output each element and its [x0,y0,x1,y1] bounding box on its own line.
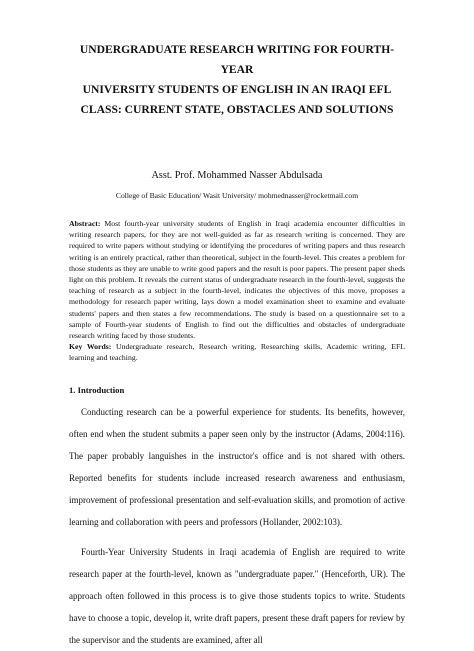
keywords-label: Key Words: [69,342,112,352]
author-affiliation: College of Basic Education/ Wasit University/ mohmednasser@rocketmail.com [115,191,359,200]
paper-title [69,0,405,120]
abstract-label: Abstract: [69,219,101,228]
title-line-2: UNIVERSITY STUDENTS OF ENGLISH IN AN IRAQI EFL [82,83,392,96]
abstract [69,218,405,341]
author-name: Asst. Prof. Mohammed Nasser Abdulsada [151,170,323,181]
title-line-3: CLASS: CURRENT STATE, OBSTACLES AND SOLUTIONS [80,103,394,116]
body-paragraph: Conducting research can be a powerful experience for students. Its benefits, however, often end when the student submits a paper seen only by the instructor (Adams, 2004:116). The paper probably languishes in the instructor's office and is not shared with others. Reported benefits for students include increased research awareness and enthusiasm, improvement of professional presentation and self-evaluation skills, and promotion of active learning and collaboration with peers and professors (Hollander, 2002:103). [69,406,405,527]
section-heading: 1. Introduction [69,384,125,395]
keywords-text: Undergraduate research, Research writing, Researching skills, Academic writing, EFL learning and teaching. [69,342,406,363]
body-paragraph: Fourth-Year University Students in Iraqi academia of English are required to write research paper at the fourth-level, known as "undergraduate paper." (Henceforth, UR). The approach often followed in this process is to give those students topics to write. Students have to choose a topic, develop it, write draft papers, present these draft papers for review by the supervisor and the students are examined, after all [69,546,405,645]
title-line-1: UNDERGRADUATE RESEARCH WRITING FOR FOURTH-YEAR [79,43,395,76]
keywords [69,341,405,363]
abstract-text: Most fourth-year university students of English in Iraqi academia encounter difficulties in writing research papers, for they are not well-guided as far as research writing is concerned. They are required to write papers without studying or identifying the procedures of writing papers and thus research writing is an entirely practical, rather than theoretical, subject in the fourth-level. This creates a problem for those students as they are unable to write good papers and the result is poor papers. The present paper sheds light on this problem. It reveals the current status of undergraduate research in the fourth-level, suggests the teaching of research as a subject in the fourth-level, indicates the objectives of this move, proposes a methodology for research paper writing, lays down a model examination sheet to examine and evaluate students' papers and then states a few recommendations. The study is based on a questionnaire set to a sample of Fourth-year students of English to find out the difficulties and obstacles of undergraduate research writing faced by those students. [69,219,406,341]
